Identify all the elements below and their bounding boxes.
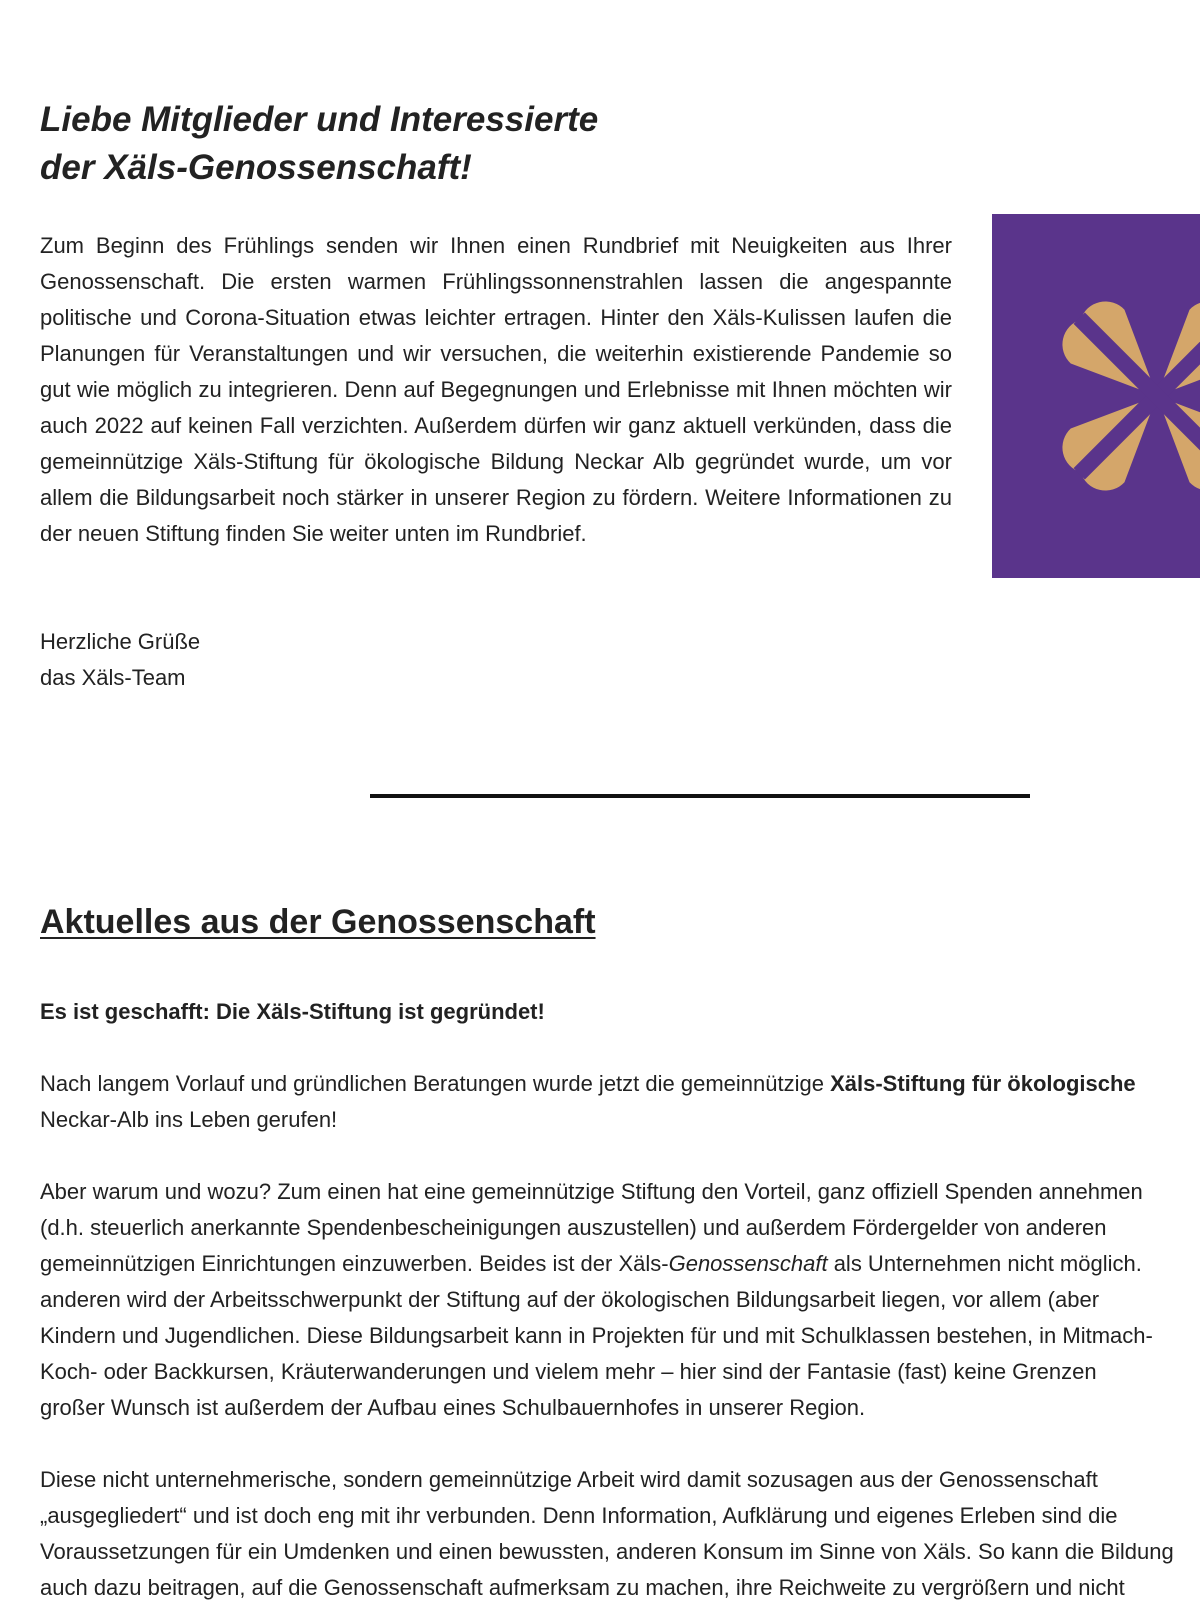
article-p2-italic: Genossenschaft [668, 1251, 828, 1276]
article-p3-line-3: Voraussetzungen für ein Umdenken und einen bewussten, anderen Konsum im Sinne von Xäls. So kann die Bildung [40, 1539, 1174, 1564]
article-heading: Es ist geschafft: Die Xäls-Stiftung ist gegründet! [40, 999, 545, 1024]
article-p1-line-1 [40, 1066, 1200, 1102]
intro-paragraph: Zum Beginn des Frühlings senden wir Ihnen einen Rundbrief mit Neuigkeiten aus Ihrer Genossenschaft. Die ersten warmen Frühlingssonnenstrahlen lassen die angespannte politische und Corona-Situation etwas leichter ertragen. Hinter den Xäls-Kulissen laufen die Planungen für Veranstaltungen und wir versuchen, die weiterhin existierende Pandemie so gut wie möglich zu integrieren. Denn auf Begegnungen und Erlebnisse mit Ihnen möchten wir auch 2022 auf keinen Fall verzichten. Außerdem dürfen wir ganz aktuell verkünden, dass die gemeinnützige Xäls-Stiftung für ökologische Bildung Neckar Alb gegründet wurde, um vor allem die Bildungsarbeit noch stärker in unserer Region zu fördern. Weitere Informationen zu der neuen Stiftung finden Sie weiter unten im Rundbrief. [40, 233, 952, 546]
article-p1-bold: Xäls-Stiftung für ökologische [830, 1071, 1136, 1096]
clover-logo-icon [992, 214, 1200, 578]
article-p3-line-4: auch dazu beitragen, auf die Genossenschaft aufmerksam zu machen, ihre Reichweite zu vergrößern und nicht [40, 1575, 1125, 1600]
article [40, 994, 1200, 1600]
article-paragraph-3 [40, 1462, 1200, 1600]
article-p3-line-2: „ausgegliedert“ und ist doch eng mit ihr verbunden. Denn Information, Aufklärung und eigenes Erleben sind die [40, 1503, 1118, 1528]
article-p2-line-6: Koch- oder Backkursen, Kräuterwanderungen und vielem mehr – hier sind der Fantasie (fast) keine Grenzen [40, 1359, 1097, 1384]
article-p2-line-3-start: gemeinnützigen Einrichtungen einzuwerben. Beides ist der Xäls- [40, 1251, 669, 1276]
article-p1-text: Nach langem Vorlauf und gründlichen Beratungen wurde jetzt die gemeinnützige [40, 1071, 831, 1096]
signoff-team: das Xäls-Team [40, 665, 186, 690]
article-p2-line-3-end: als Unternehmen nicht möglich. [827, 1251, 1142, 1276]
article-p3-line-1: Diese nicht unternehmerische, sondern gemeinnützige Arbeit wird damit sozusagen aus der Genossenschaft [40, 1467, 1098, 1492]
greeting-title-line-1: Liebe Mitglieder und Interessierte [40, 100, 599, 139]
article-p1-line-2: Neckar-Alb ins Leben gerufen! [40, 1107, 338, 1132]
article-p2-line-7: großer Wunsch ist außerdem der Aufbau eines Schulbauernhofes in unserer Region. [40, 1395, 866, 1420]
article-p2-line-1: Aber warum und wozu? Zum einen hat eine gemeinnützige Stiftung den Vorteil, ganz offiziell Spenden annehmen [40, 1179, 1143, 1204]
article-p2-line-4: anderen wird der Arbeitsschwerpunkt der Stiftung auf der ökologischen Bildungsarbeit liegen, vor allem (aber [40, 1287, 1100, 1312]
section-divider [370, 794, 1030, 798]
article-p2-line-3 [40, 1246, 1200, 1282]
section-title: Aktuelles aus der Genossenschaft [40, 903, 596, 941]
xaels-logo [992, 214, 1200, 578]
article-p2-line-5: Kindern und Jugendlichen. Diese Bildungsarbeit kann in Projekten für und mit Schulklassen bestehen, in Mitmach- [40, 1323, 1153, 1348]
signoff [40, 624, 200, 696]
greeting-title [40, 96, 598, 192]
article-paragraph-1 [40, 1066, 1200, 1138]
greeting-title-line-2: der Xäls-Genossenschaft! [40, 148, 472, 187]
signoff-greeting: Herzliche Grüße [40, 629, 201, 654]
article-p2-line-2: (d.h. steuerlich anerkannte Spendenbescheinigungen auszustellen) und außerdem Fördergelder von anderen [40, 1215, 1107, 1240]
article-paragraph-2 [40, 1174, 1200, 1426]
